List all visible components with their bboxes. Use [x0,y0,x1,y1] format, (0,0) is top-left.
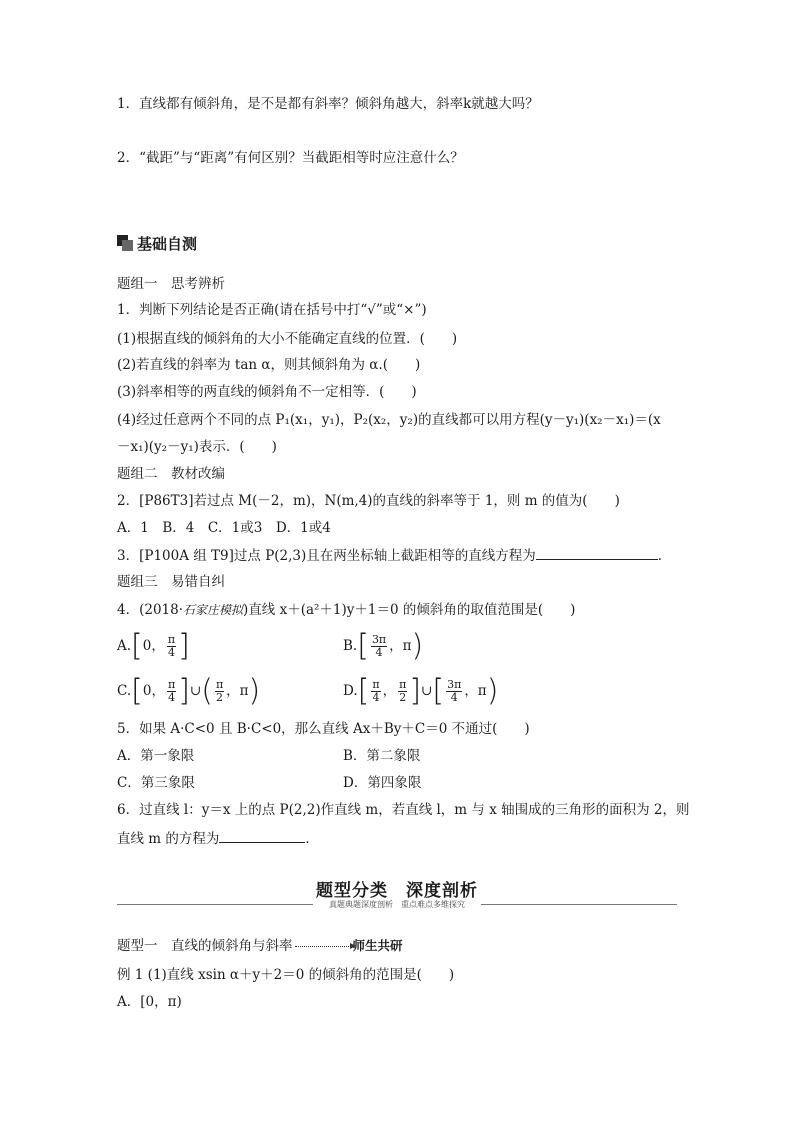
question-4-prefix: 4．(2018· [117,602,184,618]
fraction-denominator: 2 [399,691,407,704]
example-1-option-a: A．[0，π) [117,994,182,1010]
judge-item-3: (3)斜率相等的两直线的倾斜角不一定相等．( ) [117,384,417,400]
fraction [167,679,176,704]
fraction-denominator: 4 [372,691,380,704]
union-symbol: ∪ [421,683,433,699]
answer-blank[interactable] [536,545,658,560]
bracket: ] [178,673,190,709]
section-title: 基础自测 [137,235,198,253]
square-icon [117,235,133,251]
type-1-heading [117,936,403,956]
question-6-line2 [117,828,319,849]
example-1: 例 1 (1)直线 xsin α＋y＋2＝0 的倾斜角的范围是( ) [117,967,455,983]
fraction-numerator: π [167,633,176,646]
option-4d-tail: ，π [464,683,487,699]
option-4d-label: D. [343,683,358,699]
union-symbol: ∪ [189,683,202,699]
question-5: 5．如果 A·C<0 且 B·C<0，那么直线 Ax＋By＋C＝0 不通过( ) [117,721,530,737]
judge-item-4: (4)经过任意两个不同的点 P₁(x₁，y₁)，P₂(x₂，y₂)的直线都可以用方程(y－y₁)(x₂－x₁)＝(x [117,412,661,428]
fraction [215,679,224,704]
fraction [446,679,462,704]
bracket: ) [411,628,424,664]
option-5c: C．第三象限 [117,775,195,791]
question-3-end: ． [657,548,672,564]
judge-item-1: (1)根据直线的倾斜角的大小不能确定直线的位置．( ) [117,331,458,347]
option-4c-label: C. [117,683,132,699]
fraction-denominator: 4 [168,691,176,704]
option-5d: D．第四象限 [343,775,422,791]
question-6-end: ． [305,831,319,847]
group3-heading: 题组三 易错自纠 [117,574,225,590]
bracket: [ [131,628,143,664]
fraction [371,679,380,704]
fraction-denominator: 2 [216,691,224,704]
fraction-denominator: 4 [450,691,458,704]
question-4 [117,600,575,620]
question-2-slope: 2．[P86T3]若过点 M(－2，m)，N(m,4)的直线的斜率等于 1，则 m 的值为( ) [117,493,620,509]
fraction-numerator: π [215,678,224,691]
option-4b-label: B. [343,638,358,654]
question-3-text: 3．[P100A 组 T9]过点 P(2,3)且在两坐标轴上截距相等的直线方程为 [117,548,536,564]
option-4c-tail: ，π [226,683,249,699]
bracket: ] [409,673,422,709]
fraction [398,679,407,704]
bracket: ( [201,673,213,709]
fraction-numerator: π [167,678,176,691]
bracket: [ [357,673,370,709]
fraction [167,634,176,659]
question-1: 1．直线都有倾斜角，是不是都有斜率？倾斜角越大，斜率k就越大吗？ [117,96,539,112]
fraction-denominator: 4 [167,646,175,659]
option-4c [117,671,260,711]
fraction [371,634,387,659]
option-4d [343,671,498,711]
question-3 [117,545,671,566]
group1-heading: 题组一 思考辨析 [117,276,225,292]
option-5b: B．第二象限 [343,748,421,764]
option-4a-label: A. [117,638,132,654]
option-4d-comma: ， [382,683,397,699]
fraction-numerator: 3π [447,678,462,691]
option-4b [343,626,423,666]
question-2-options: A．1 B．4 C．1或3 D．1或4 [117,520,331,536]
bracket: [ [357,628,369,664]
fraction-numerator: π [372,678,380,691]
option-4a-zero: 0， [142,638,165,654]
fraction-numerator: 3π [371,633,387,646]
group2-heading: 题组二 教材改编 [117,466,225,482]
answer-blank[interactable] [219,828,305,843]
bracket: ) [248,673,261,709]
question-6-line1: 6．过直线 l：y＝x 上的点 P(2,2)作直线 m，若直线 l，m 与 x 轴围成的三角形的面积为 2，则 [117,802,690,818]
option-4b-tail: ，π [389,638,412,654]
question-4-rest: )直线 x＋(a²＋1)y＋1＝0 的倾斜角的取值范围是( ) [243,602,576,618]
fraction-denominator: 4 [375,646,383,659]
bracket: ) [486,673,499,709]
arrow-icon [295,946,351,947]
banner-subtitle: 真题典题深度剖析 重点难点多维探究 [329,900,465,909]
question-2: 2．“截距”与“距离”有何区别？当截距相等时应注意什么？ [117,150,464,166]
question-6-text: 直线 m 的方程为 [117,831,220,847]
bracket: [ [131,673,143,709]
option-5a: A．第一象限 [117,748,195,764]
bracket: ] [178,628,190,664]
type-1-title: 题型一 直线的倾斜角与斜率 [117,938,293,954]
option-4a [117,626,190,666]
judge-item-2: (2)若直线的斜率为 tan α，则其倾斜角为 α.( ) [117,357,421,373]
question-4-source: 石家庄模拟 [183,603,244,617]
group1-intro: 1．判断下列结论是否正确(请在括号中打“√”或“×”) [117,302,427,318]
section-heading [117,234,197,254]
type-1-tag: 师生共研 [352,938,403,953]
fraction-numerator: π [399,678,407,691]
bracket: [ [432,673,445,709]
option-4c-zero: 0， [142,683,165,699]
banner-title: 题型分类 深度剖析 [316,881,478,901]
judge-item-4-cont: －x₁)(y₂－y₁)表示．( ) [117,439,277,455]
